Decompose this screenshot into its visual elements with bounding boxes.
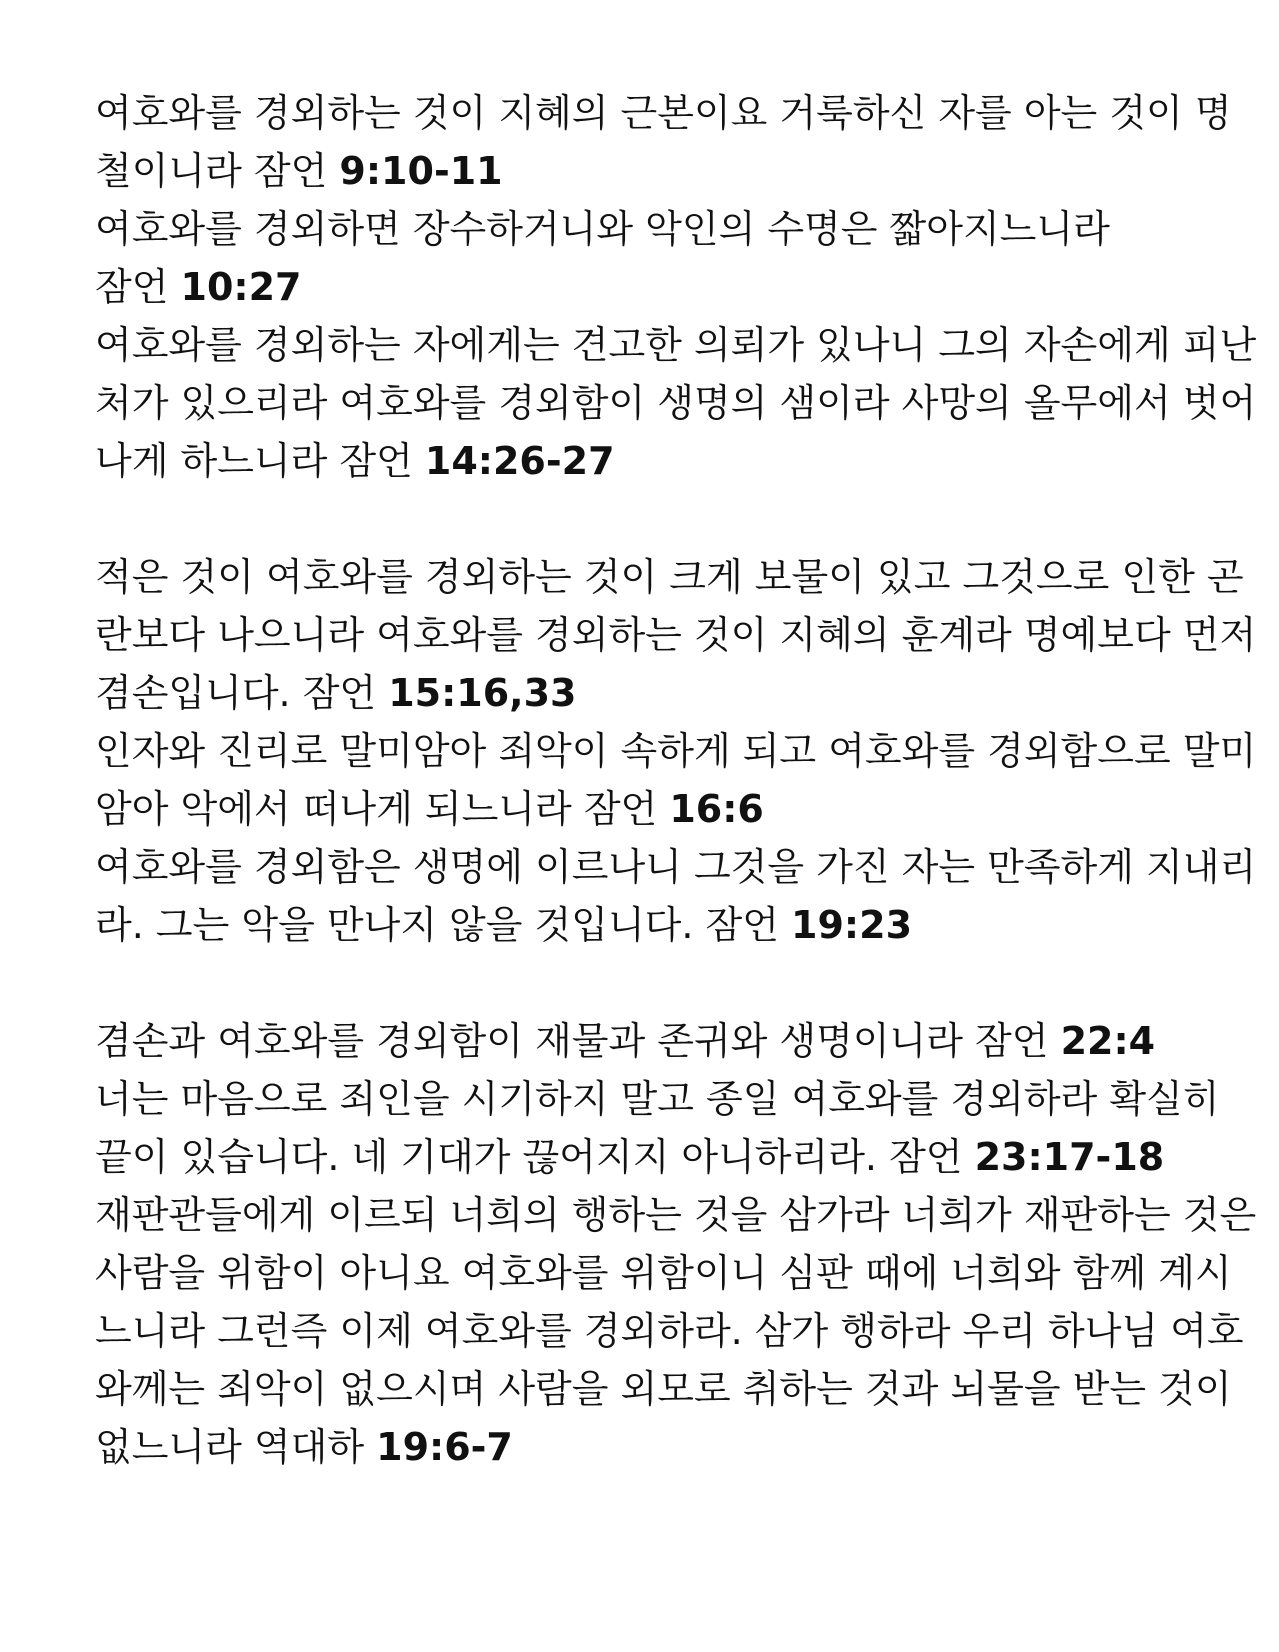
verse-reference: 15:16,33 (388, 671, 577, 715)
text-line (95, 896, 1205, 954)
line-text: 겸손과 여호와를 경외함이 재물과 존귀와 생명이니라 잠언 (95, 1019, 1061, 1063)
document-body (95, 84, 1257, 1476)
line-text: 와께는 죄악이 없으시며 사람을 외모로 취하는 것과 뇌물을 받는 것이 (95, 1367, 1232, 1411)
text-line (95, 1186, 1257, 1244)
text-line (95, 1012, 1205, 1070)
text-line (95, 374, 1257, 432)
line-text: 적은 것이 여호와를 경외하는 것이 크게 보물이 있고 그것으로 인한 곤 (95, 555, 1244, 599)
line-text: 라. 그는 악을 만나지 않을 것입니다. 잠언 (95, 903, 792, 947)
text-line (95, 1070, 1220, 1128)
line-text: 끝이 있습니다. 네 기대가 끊어지지 아니하리라. 잠언 (95, 1135, 975, 1179)
line-text: 느니라 그런즉 이제 여호와를 경외하라. 삼가 행하라 우리 하나님 여호 (95, 1309, 1244, 1353)
text-line (95, 1418, 1205, 1476)
text-line (95, 200, 1205, 258)
text-line (95, 1128, 1205, 1186)
line-text: 인자와 진리로 말미암아 죄악이 속하게 되고 여호와를 경외함으로 말미 (95, 729, 1257, 773)
line-text: 여호와를 경외하는 것이 지혜의 근본이요 거룩하신 자를 아는 것이 명 (95, 91, 1232, 135)
line-text: 여호와를 경외함은 생명에 이르나니 그것을 가진 자는 만족하게 지내리 (95, 845, 1257, 889)
text-line (95, 722, 1257, 780)
line-text: 겸손입니다. 잠언 (95, 671, 389, 715)
line-text: 란보다 나으니라 여호와를 경외하는 것이 지혜의 훈계라 명예보다 먼저 (95, 613, 1257, 657)
line-text: 처가 있으리라 여호와를 경외함이 생명의 샘이라 사망의 올무에서 벗어 (95, 381, 1257, 425)
verse-reference: 10:27 (180, 265, 302, 309)
text-line (95, 84, 1232, 142)
paragraph-block-3 (95, 1012, 1257, 1476)
text-line (95, 548, 1244, 606)
verse-reference: 23:17-18 (974, 1135, 1165, 1179)
verse-reference: 16:6 (669, 787, 764, 831)
verse-reference: 19:23 (791, 903, 913, 947)
line-text: 없느니라 역대하 (95, 1425, 377, 1469)
line-text: 나게 하느니라 잠언 (95, 439, 425, 483)
line-text: 암아 악에서 떠나게 되느니라 잠언 (95, 787, 670, 831)
verse-reference: 9:10-11 (339, 149, 503, 193)
line-text: 철이니라 잠언 (95, 149, 340, 193)
line-text: 너는 마음으로 죄인을 시기하지 말고 종일 여호와를 경외하라 확실히 (95, 1077, 1220, 1121)
text-line (95, 1360, 1232, 1418)
text-line (95, 142, 1205, 200)
text-line (95, 606, 1257, 664)
text-line (95, 664, 1205, 722)
text-line (95, 1302, 1244, 1360)
verse-reference: 22:4 (1060, 1019, 1156, 1063)
text-line (95, 780, 1205, 838)
paragraph-spacer (95, 954, 1205, 1012)
verse-reference: 14:26-27 (424, 439, 615, 483)
text-line (95, 316, 1257, 374)
verse-reference: 19:6-7 (376, 1425, 513, 1469)
paragraph-block-2 (95, 548, 1257, 954)
line-text: 사람을 위함이 아니요 여호와를 위함이니 심판 때에 너희와 함께 계시 (95, 1251, 1232, 1295)
text-line (95, 258, 1205, 316)
line-text: 재판관들에게 이르되 너희의 행하는 것을 삼가라 너희가 재판하는 것은 (95, 1193, 1257, 1237)
text-line (95, 432, 1205, 490)
text-line (95, 838, 1257, 896)
paragraph-block-1 (95, 84, 1257, 490)
paragraph-spacer (95, 490, 1205, 548)
text-line (95, 1244, 1232, 1302)
line-text: 잠언 (95, 265, 181, 309)
line-text: 여호와를 경외하는 자에게는 견고한 의뢰가 있나니 그의 자손에게 피난 (95, 323, 1257, 367)
line-text: 여호와를 경외하면 장수하거니와 악인의 수명은 짧아지느니라 (95, 207, 1110, 251)
